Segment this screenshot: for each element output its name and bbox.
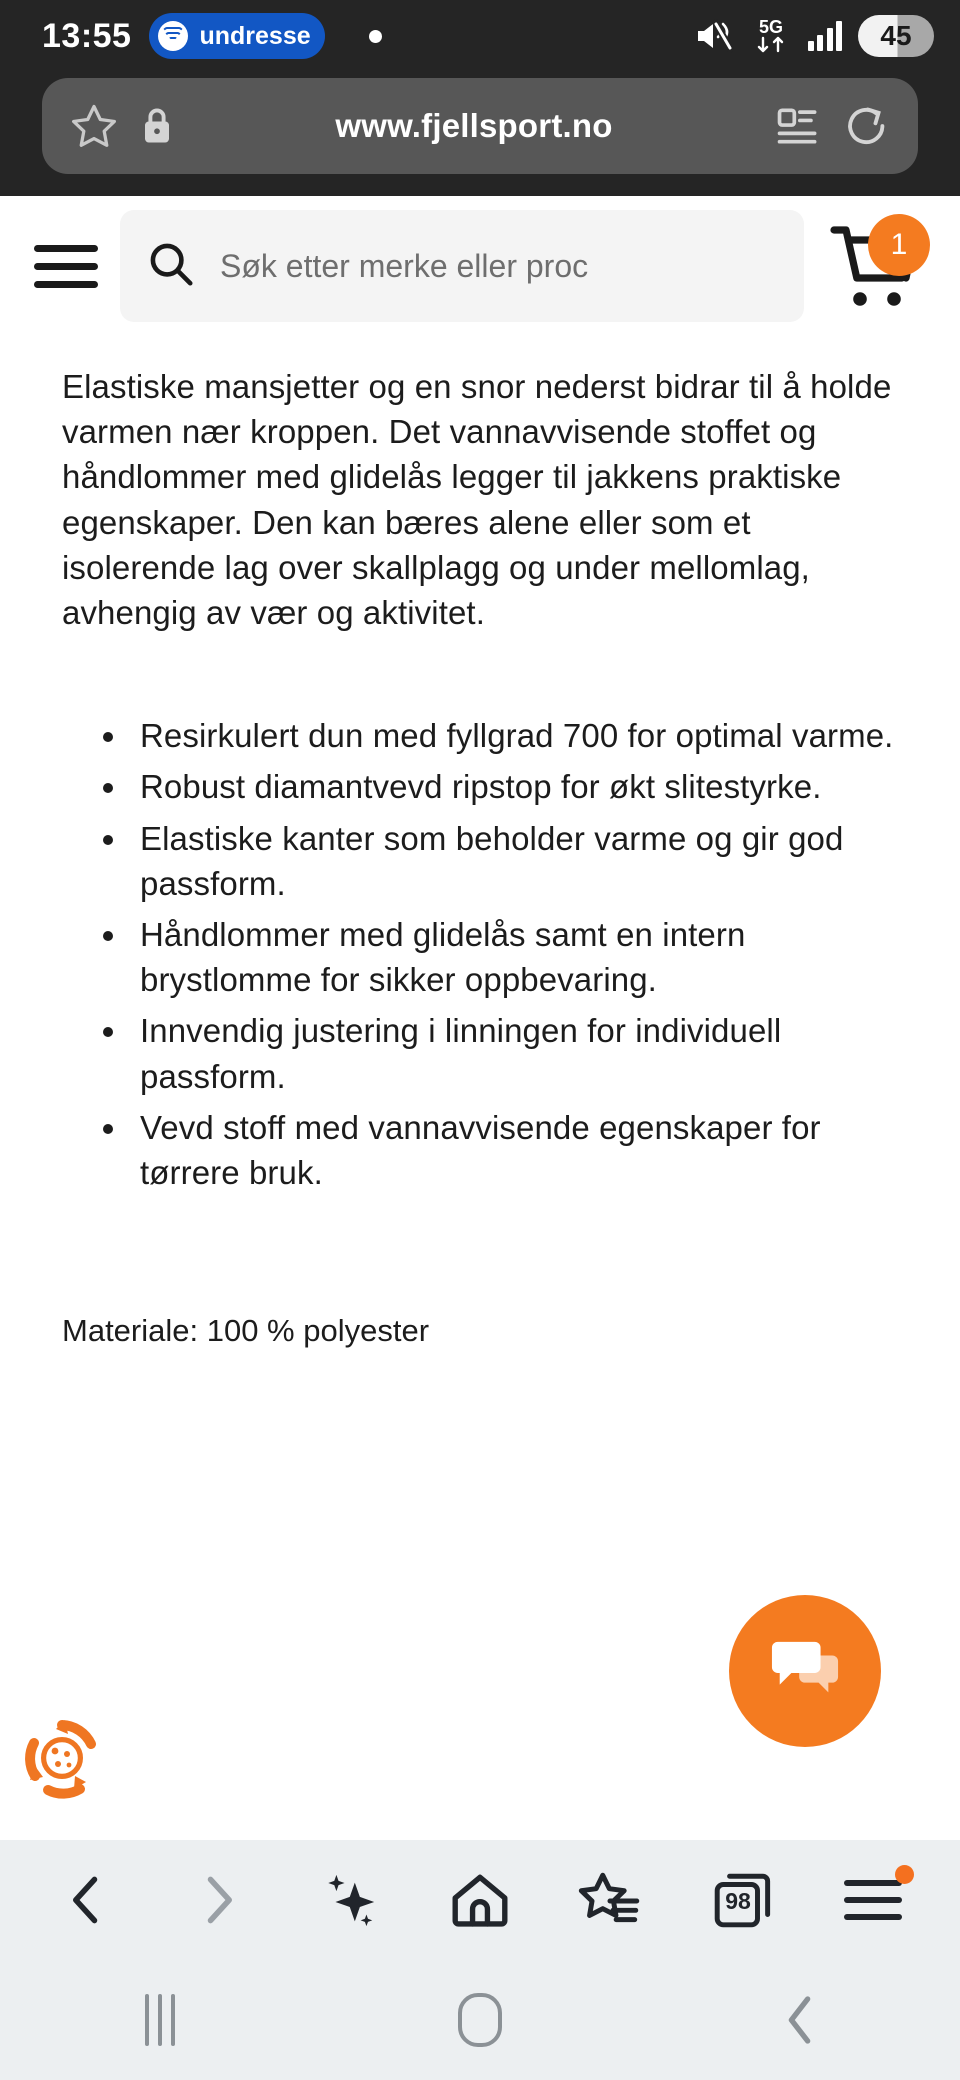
status-bar-left xyxy=(42,13,382,59)
back-chevron-icon xyxy=(62,1872,112,1928)
hamburger-menu-icon[interactable] xyxy=(34,245,98,288)
site-header xyxy=(0,196,960,336)
hamburger-menu-icon xyxy=(844,1880,902,1920)
search-input[interactable] xyxy=(120,210,804,322)
feature-list xyxy=(130,713,898,1195)
material-text: Materiale: 100 % polyester xyxy=(62,1313,430,1349)
list-item: • Innvendig justering i linningen for individuell passform. xyxy=(130,1008,898,1098)
ai-assistant-button[interactable] xyxy=(306,1857,392,1943)
chat-bubbles-icon xyxy=(766,1636,844,1706)
chat-support-button[interactable] xyxy=(729,1595,881,1747)
home-button[interactable] xyxy=(437,1857,523,1943)
status-clock: 13:55 xyxy=(42,16,132,55)
product-description-section xyxy=(0,336,960,1349)
battery-indicator: 45 xyxy=(858,15,934,57)
nav-home-icon xyxy=(458,1993,502,2047)
signal-bars-icon xyxy=(808,21,843,51)
list-item: • Resirkulert dun med fyllgrad 700 for optimal varme. xyxy=(130,713,898,758)
list-item: • Elastiske kanter som beholder varme og gir god passform. xyxy=(130,816,898,906)
browser-top-bar xyxy=(0,72,960,196)
search-placeholder: Søk etter merke eller proc xyxy=(220,247,589,284)
home-button[interactable] xyxy=(425,1980,535,2060)
recents-button[interactable] xyxy=(105,1980,215,2060)
cookie-settings-icon xyxy=(14,1710,110,1806)
menu-badge-dot xyxy=(895,1865,914,1884)
list-item: • Vevd stoff med vannavvisende egenskaper for tørrere bruk. xyxy=(130,1105,898,1195)
shopping-cart-button[interactable] xyxy=(826,218,926,314)
media-pill-label: undresse xyxy=(199,21,311,50)
url-text[interactable]: www.fjellsport.no xyxy=(335,107,613,144)
notification-dot-icon xyxy=(369,30,382,43)
browser-menu-button[interactable] xyxy=(830,1857,916,1943)
home-icon xyxy=(449,1871,511,1929)
search-icon xyxy=(146,239,196,294)
sparkle-ai-icon xyxy=(318,1869,380,1931)
list-item: • Håndlommer med glidelås samt en intern brystlomme for sikker oppbevaring. xyxy=(130,912,898,1002)
browser-bottom-toolbar xyxy=(0,1840,960,1960)
recents-icon xyxy=(145,1994,175,2046)
back-button[interactable] xyxy=(745,1980,855,2060)
android-status-bar xyxy=(0,0,960,72)
cookie-settings-button[interactable] xyxy=(14,1710,110,1806)
status-bar-right xyxy=(694,14,935,58)
forward-chevron-icon xyxy=(193,1872,243,1928)
reload-icon[interactable] xyxy=(842,101,892,151)
star-outline-icon[interactable] xyxy=(68,100,120,152)
5g-data-icon xyxy=(750,14,792,58)
mute-vibrate-icon xyxy=(694,19,734,53)
list-item: • Robust diamantvevd ripstop for økt slitestyrke. xyxy=(130,764,898,809)
url-bar[interactable] xyxy=(42,78,918,174)
back-button[interactable] xyxy=(44,1857,130,1943)
description-paragraph: Elastiske mansjetter og en snor nederst bidrar til å holde varmen nær kroppen. Det vannavvisende stoffet og håndlommer med glidelås legger til jakkens praktiske egenskaper. Den kan bæres alene eller som et isolerende lag over skallplagg og under mellomlag, avhengig av vær og aktivitet. xyxy=(62,368,892,632)
tabs-count: 98 xyxy=(725,1888,751,1914)
android-nav-bar xyxy=(0,1960,960,2080)
spotify-icon xyxy=(158,21,188,51)
lock-icon xyxy=(140,105,174,147)
media-notification-pill[interactable] xyxy=(149,13,324,59)
svg-text:5G: 5G xyxy=(758,17,783,37)
forward-button[interactable] xyxy=(175,1857,261,1943)
cart-badge-count: 1 xyxy=(868,214,930,276)
bookmarks-star-icon xyxy=(578,1870,644,1930)
tabs-button[interactable] xyxy=(699,1857,785,1943)
nav-back-icon xyxy=(779,1991,821,2049)
bookmarks-button[interactable] xyxy=(568,1857,654,1943)
reader-mode-icon[interactable] xyxy=(774,102,822,150)
